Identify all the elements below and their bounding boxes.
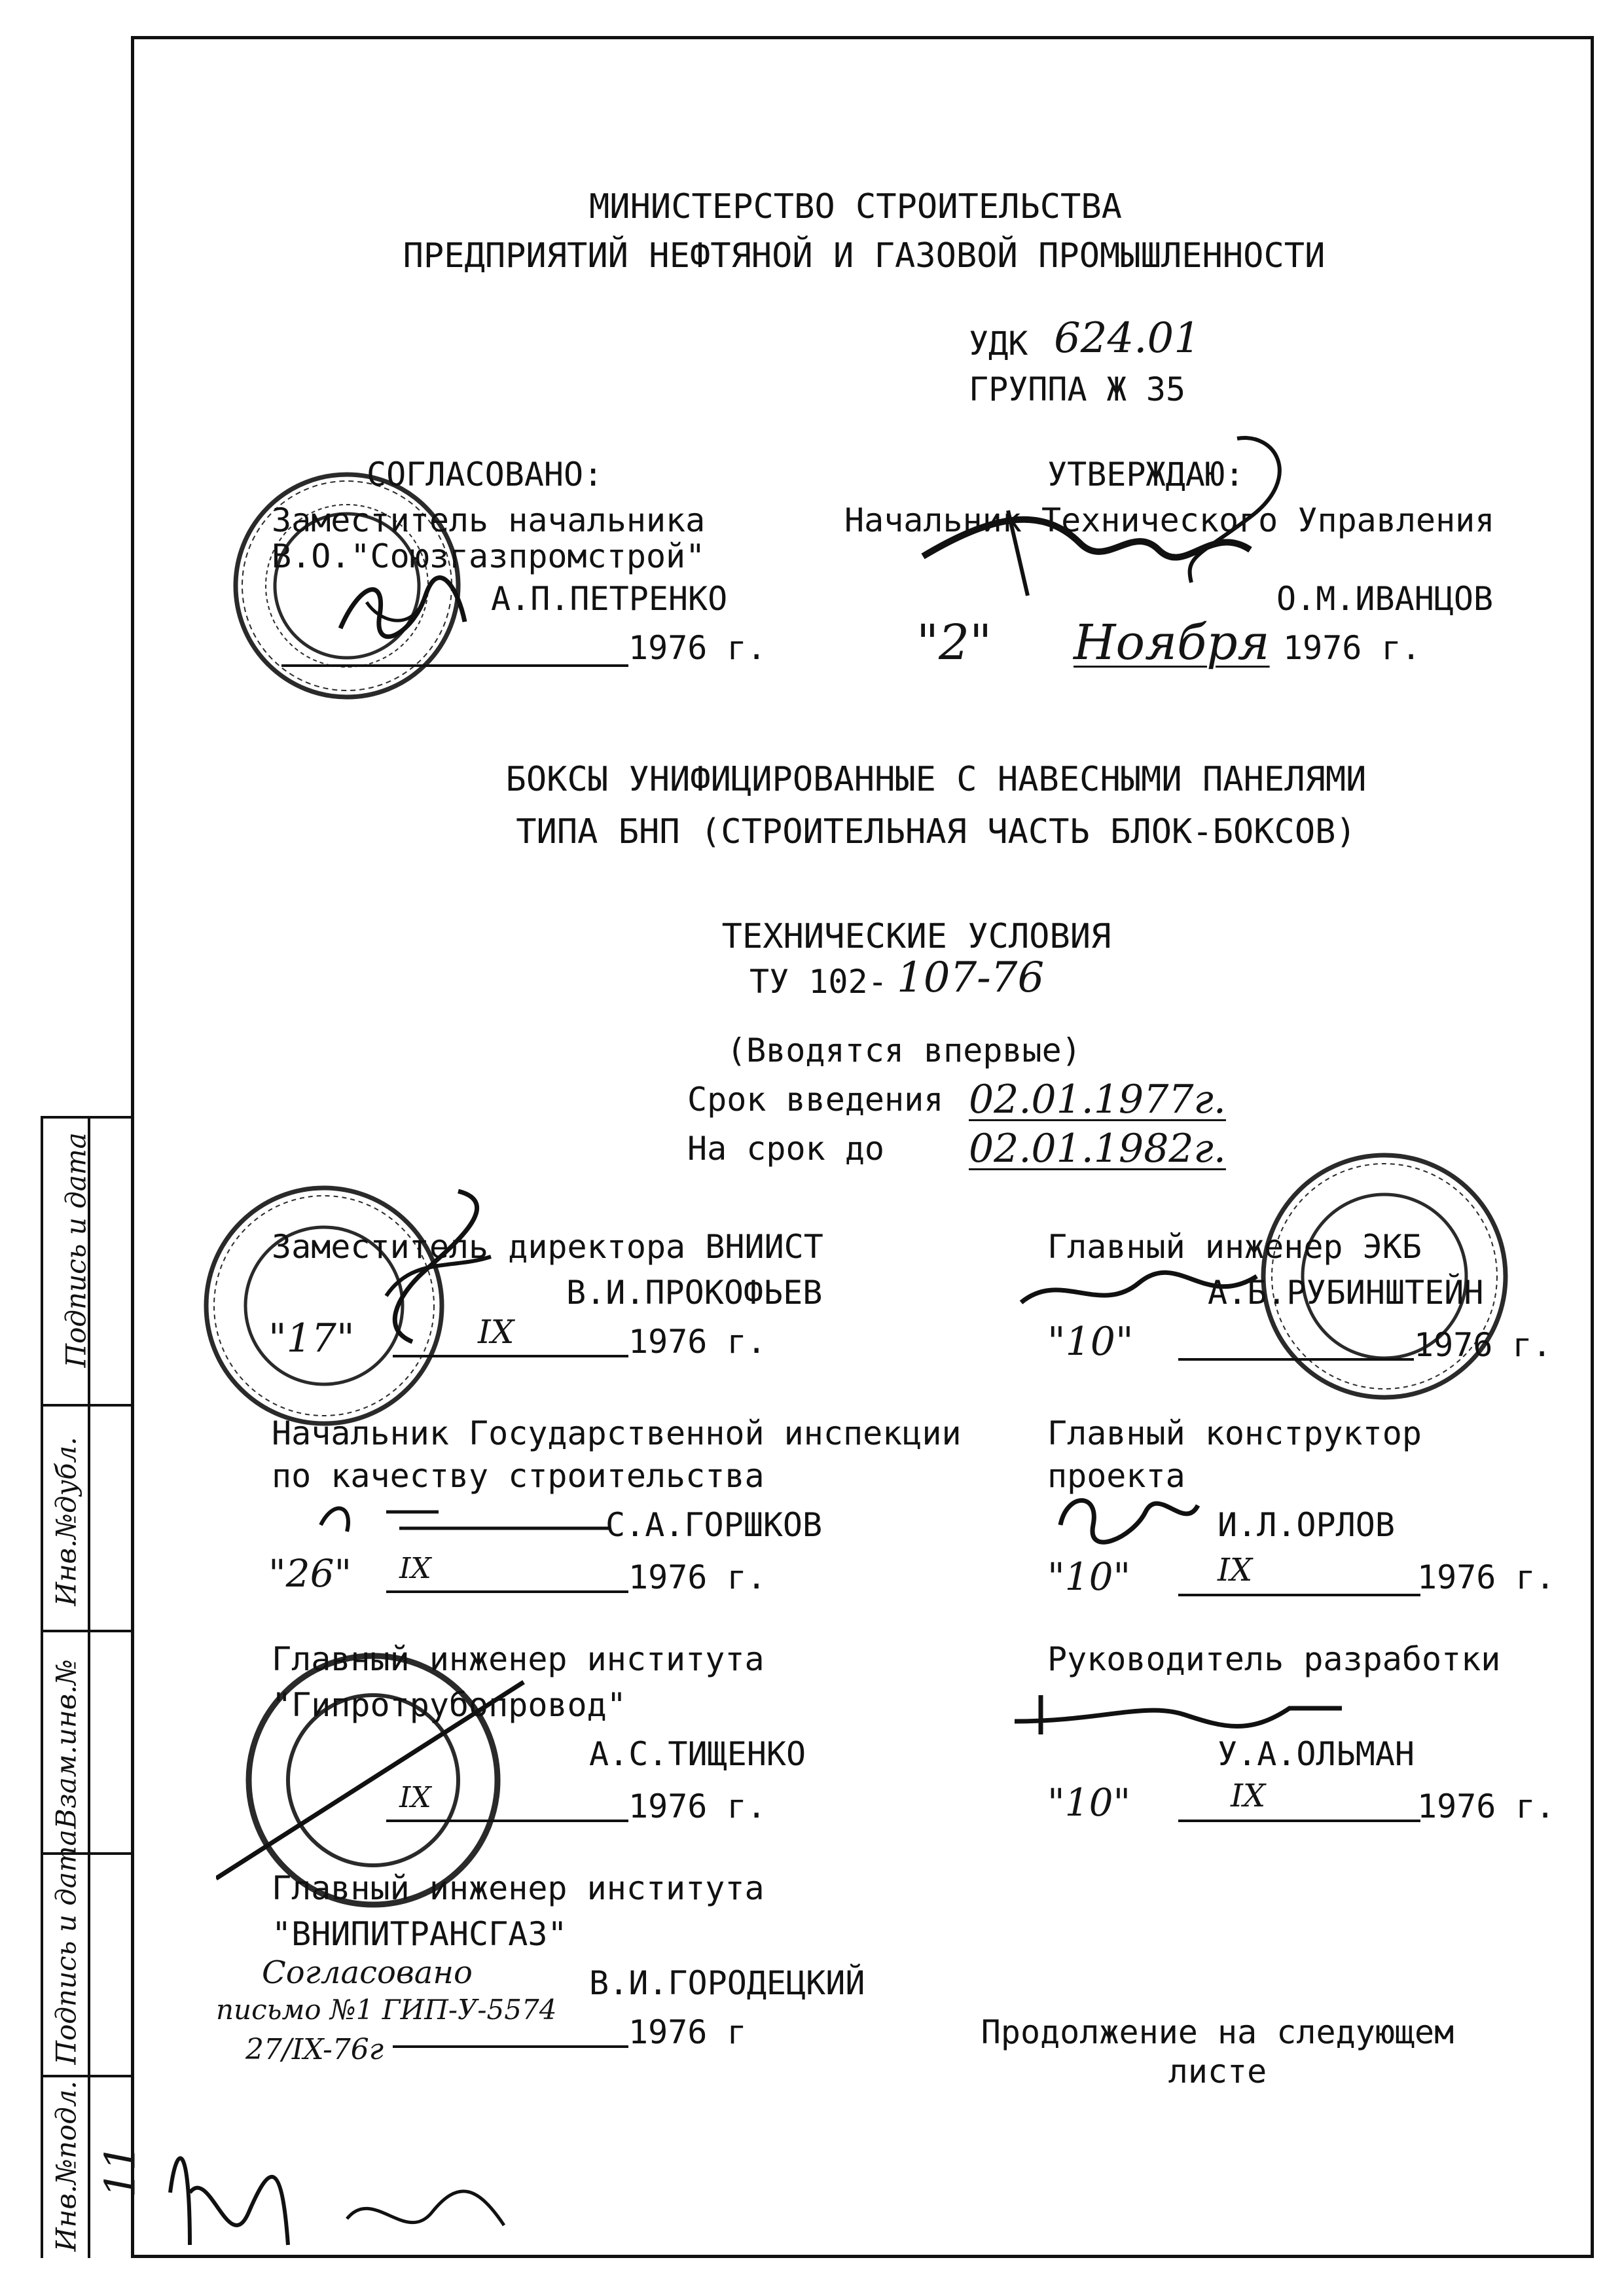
giprotruboprovod-position-1: Главный инженер института xyxy=(272,1640,765,1678)
udk-value: 624.01 xyxy=(1054,314,1200,363)
inspection-signature xyxy=(308,1492,622,1551)
until-label: На срок до xyxy=(687,1130,885,1168)
side-registration-strip xyxy=(41,1116,145,2258)
agreed-position-2: В.О."Союзгазпромстрой" xyxy=(272,537,706,575)
continued-line-2: листе xyxy=(1168,2053,1267,2090)
vnipitransgaz-note-2: письмо №1 ГИП-У-5574 xyxy=(216,1994,557,2026)
giprotruboprovod-position-2: "Гипротрубопровод" xyxy=(272,1686,626,1724)
ministry-line-1: МИНИСТЕРСТВО СТРОИТЕЛЬСТВА xyxy=(589,187,1122,226)
inspection-name: С.А.ГОРШКОВ xyxy=(605,1506,823,1544)
bottom-signature xyxy=(151,2114,543,2271)
chief-designer-signature xyxy=(1047,1486,1204,1551)
ministry-line-2: ПРЕДПРИЯТИЙ НЕФТЯНОЙ И ГАЗОВОЙ ПРОМЫШЛЕННОСТИ xyxy=(403,236,1326,276)
strip-row-divider xyxy=(43,1630,134,1632)
vnipitransgaz-name: В.И.ГОРОДЕЦКИЙ xyxy=(589,1964,865,2002)
agreed-date-line xyxy=(281,664,628,667)
vniist-position: Заместитель директора ВНИИСТ xyxy=(272,1228,823,1266)
strip-row-divider xyxy=(43,1404,134,1407)
until-date: 02.01.1982г. xyxy=(969,1126,1226,1172)
tu-prefix: ТУ 102- xyxy=(749,963,888,1001)
approve-heading: УТВЕРЖДАЮ: xyxy=(1047,456,1245,493)
eks-position: Главный инженер ЭКБ xyxy=(1047,1228,1422,1266)
strip-label-replaces-inventory: Взам.инв.№ xyxy=(50,1659,82,1829)
dev-lead-day: "10" xyxy=(1047,1780,1131,1825)
eks-signature xyxy=(1008,1257,1270,1329)
vniist-year: 1976 г. xyxy=(628,1323,767,1361)
effective-label: Срок введения xyxy=(687,1081,944,1119)
vnipitransgaz-position-2: "ВНИПИТРАНСГАЗ" xyxy=(272,1915,568,1953)
effective-date: 02.01.1977г. xyxy=(969,1077,1226,1122)
approve-name: О.М.ИВАНЦОВ xyxy=(1276,580,1494,618)
vniist-signature xyxy=(360,1178,530,1361)
inspection-year: 1976 г. xyxy=(628,1558,767,1596)
strip-label-signature-date-1: Подпись и дата xyxy=(50,1829,82,2065)
giprotruboprovod-month: IX xyxy=(399,1781,431,1814)
giprotruboprovod-date-line xyxy=(386,1820,628,1822)
chief-designer-position-2: проекта xyxy=(1047,1457,1185,1495)
title-line-1: БОКСЫ УНИФИЦИРОВАННЫЕ С НАВЕСНЫМИ ПАНЕЛЯМИ xyxy=(505,760,1367,799)
chief-designer-position-1: Главный конструктор xyxy=(1047,1414,1422,1452)
inspection-position-2: по качеству строительства xyxy=(272,1457,765,1495)
vniist-day: "17" xyxy=(268,1316,355,1361)
inspection-date-line xyxy=(386,1590,628,1593)
approve-signature xyxy=(910,425,1335,635)
inspection-position-1: Начальник Государственной инспекции xyxy=(272,1414,962,1452)
vnipitransgaz-note-3: 27/IX-76г xyxy=(245,2033,384,2066)
giprotruboprovod-name: А.С.ТИЩЕНКО xyxy=(589,1735,806,1773)
agreed-signature xyxy=(327,556,478,655)
dev-lead-date-line xyxy=(1178,1820,1420,1822)
spec-title: ТЕХНИЧЕСКИЕ УСЛОВИЯ xyxy=(721,917,1111,956)
vnipitransgaz-position-1: Главный инженер института xyxy=(272,1869,765,1907)
agreed-name: А.П.ПЕТРЕНКО xyxy=(491,580,728,618)
chief-designer-day: "10" xyxy=(1047,1554,1131,1599)
strip-label-signature-date-2: Подпись и дата xyxy=(60,1132,92,1368)
chief-designer-month: IX xyxy=(1218,1552,1253,1588)
eks-date-line xyxy=(1178,1358,1414,1361)
intro-note: (Вводятся впервые) xyxy=(727,1031,1081,1069)
dev-lead-position: Руководитель разработки xyxy=(1047,1640,1501,1678)
chief-designer-name: И.Л.ОРЛОВ xyxy=(1218,1506,1395,1544)
vniist-month: IX xyxy=(478,1313,514,1351)
vnipitransgaz-year: 1976 г xyxy=(628,2013,747,2051)
approve-day: "2" xyxy=(916,615,992,671)
dev-lead-year: 1976 г. xyxy=(1417,1787,1555,1825)
eks-year: 1976 г. xyxy=(1414,1326,1552,1364)
inspection-month: IX xyxy=(399,1552,431,1585)
group-code: ГРУППА Ж 35 xyxy=(969,370,1186,408)
eks-name: А.Б.РУБИНШТЕЙН xyxy=(1208,1274,1484,1312)
inspection-day: "26" xyxy=(268,1551,352,1596)
strip-inventory-number: 11 xyxy=(96,2144,145,2198)
tu-number: 107-76 xyxy=(897,954,1045,1002)
dev-lead-month: IX xyxy=(1231,1778,1266,1814)
strip-label-inventory-original: Инв.№подл. xyxy=(50,2081,82,2251)
chief-designer-date-line xyxy=(1178,1594,1420,1596)
agreed-year: 1976 г. xyxy=(628,629,767,667)
strip-row-divider xyxy=(43,1116,134,1119)
continued-line-1: Продолжение на следующем xyxy=(981,2013,1454,2051)
eks-day: "10" xyxy=(1047,1319,1134,1365)
vniist-name: В.И.ПРОКОФЬЕВ xyxy=(566,1274,823,1312)
vnipitransgaz-date-line xyxy=(393,2045,628,2048)
vnipitransgaz-note-1: Согласовано xyxy=(262,1954,473,1991)
udk-label: УДК xyxy=(969,325,1028,363)
strip-label-duplicate-inventory: Инв.№дубл. xyxy=(50,1437,82,1606)
approve-year: 1976 г. xyxy=(1283,629,1421,667)
approve-position: Начальник Технического Управления xyxy=(844,501,1495,539)
dev-lead-name: У.А.ОЛЬМАН xyxy=(1218,1735,1415,1773)
agreed-position-1: Заместитель начальника xyxy=(272,501,706,539)
giprotruboprovod-year: 1976 г. xyxy=(628,1787,767,1825)
agreed-heading: СОГЛАСОВАНО: xyxy=(367,456,604,493)
chief-designer-year: 1976 г. xyxy=(1417,1558,1555,1596)
title-line-2: ТИПА БНП (СТРОИТЕЛЬНАЯ ЧАСТЬ БЛОК-БОКСОВ) xyxy=(516,812,1356,852)
approve-month: Ноября xyxy=(1074,615,1270,671)
